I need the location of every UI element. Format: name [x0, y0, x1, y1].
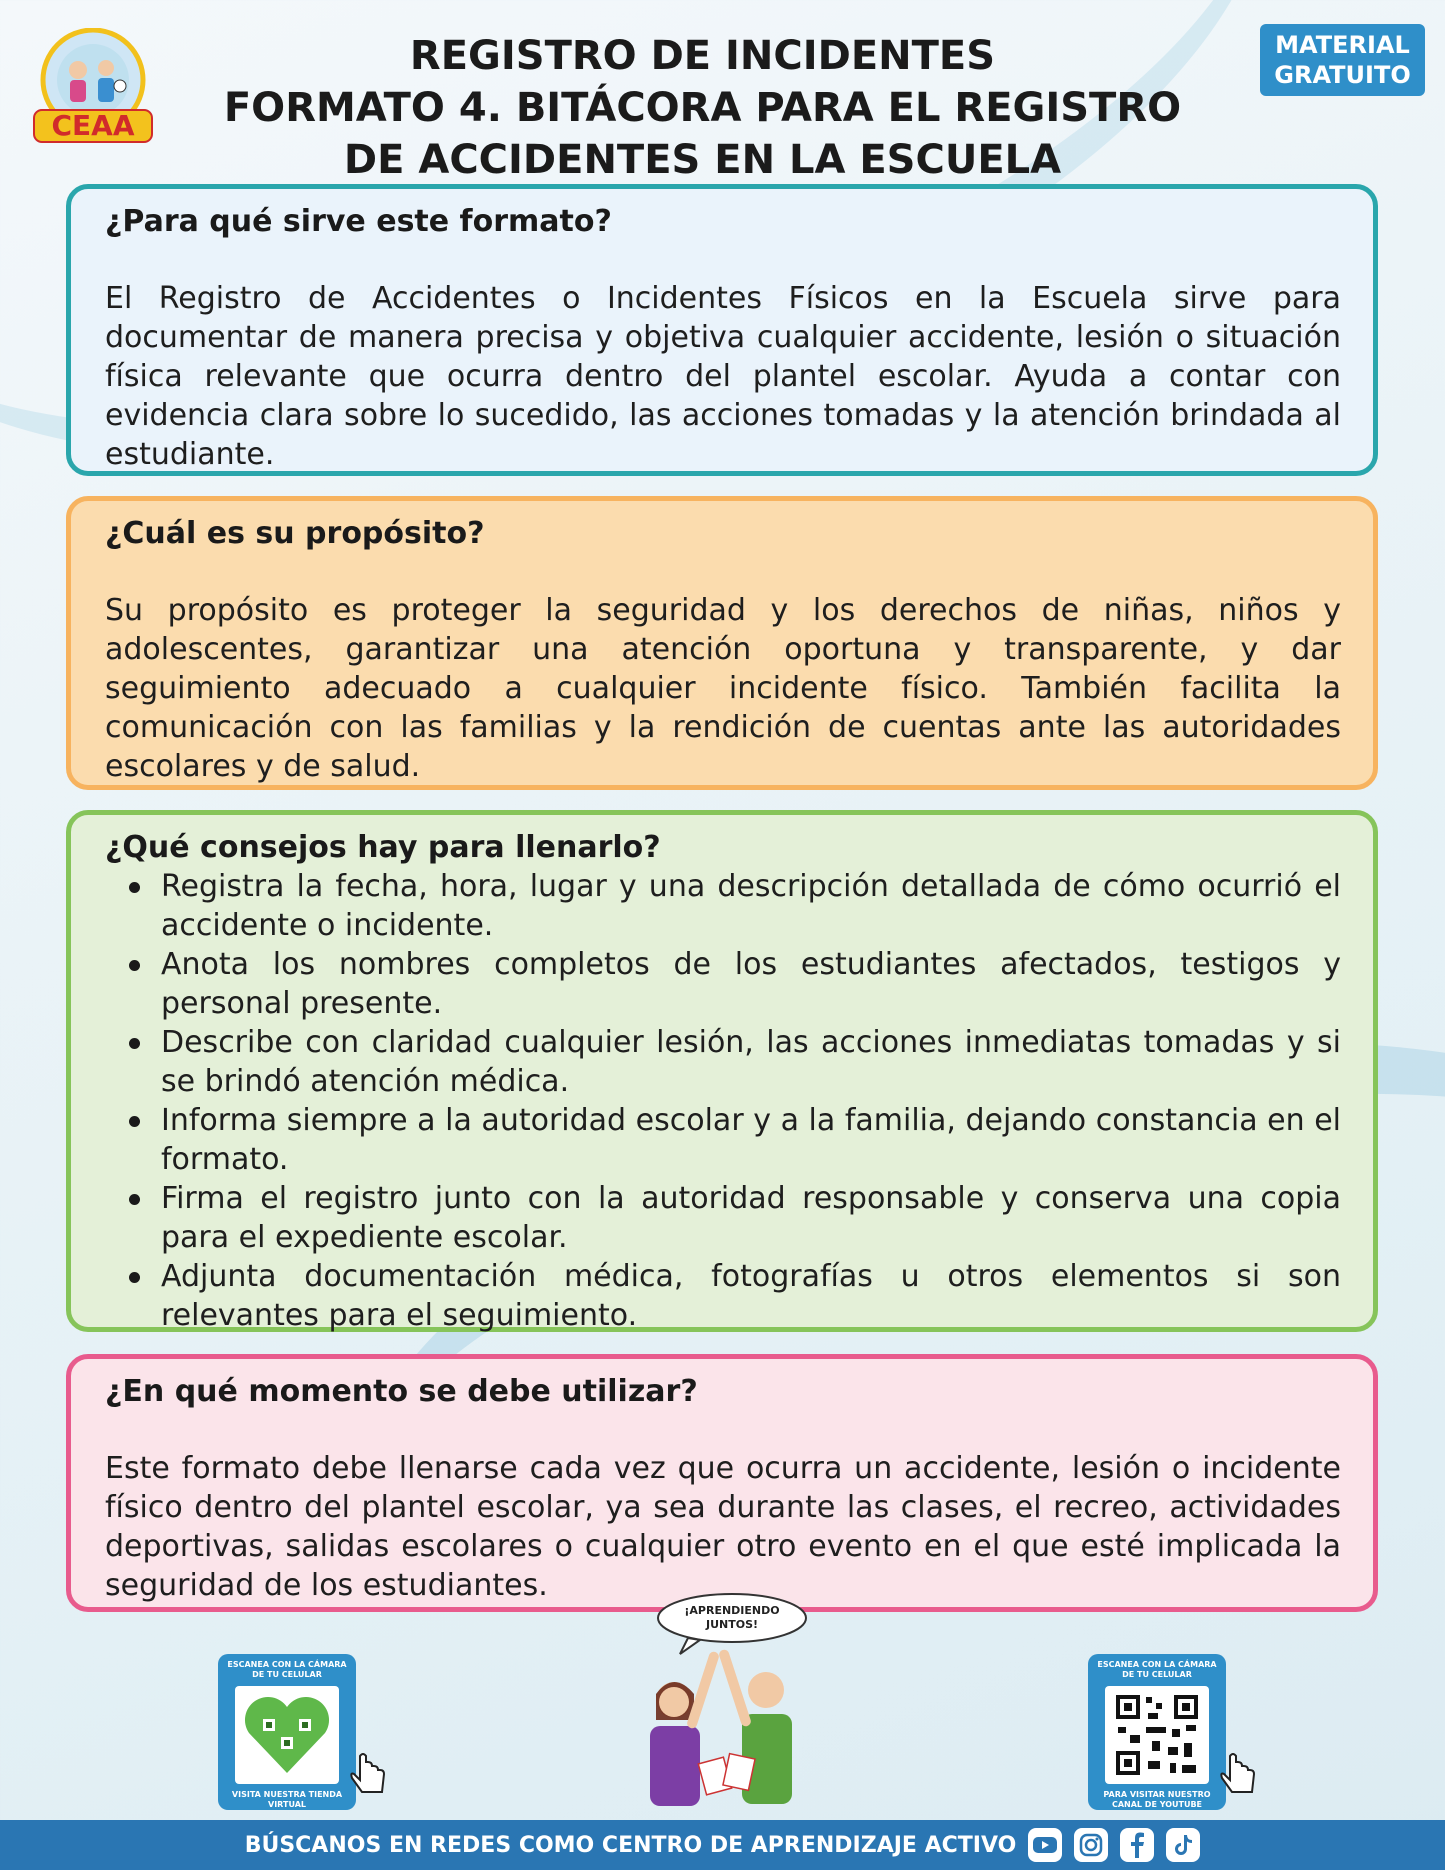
- qr-code-store[interactable]: [235, 1686, 339, 1784]
- section-when: [66, 1354, 1378, 1612]
- list-item: Firma el registro junto con la autoridad responsable y conserva una copia para el expediente escolar.: [105, 1179, 1341, 1257]
- page-title: [160, 30, 1245, 186]
- qr-youtube-card[interactable]: [1088, 1654, 1226, 1810]
- badge-line-2: GRATUITO: [1274, 61, 1411, 89]
- section-heading: ¿En qué momento se debe utilizar?: [105, 1374, 698, 1409]
- tips-list: [105, 867, 1341, 1335]
- section-body: El Registro de Accidentes o Incidentes Físicos en la Escuela sirve para documentar de manera precisa y objetiva cualquier accidente, lesión o situación física relevante que ocurra dentro del plantel escolar. Ayuda a contar con evidencia clara sobre lo sucedido, las acciones tomadas y la atención brindada al estudiante.: [105, 281, 1341, 472]
- section-purpose: [66, 496, 1378, 790]
- youtube-icon[interactable]: [1028, 1828, 1062, 1862]
- qr-code-icon: [1112, 1691, 1202, 1779]
- title-line-3: DE ACCIDENTES EN LA ESCUELA: [343, 137, 1062, 183]
- speech-bubble-text: ¡APRENDIENDO: [684, 1604, 780, 1617]
- section-heading: ¿Cuál es su propósito?: [105, 516, 485, 551]
- ceaa-logo: [28, 28, 158, 146]
- section-what-for: [66, 184, 1378, 476]
- section-body: Este formato debe llenarse cada vez que ocurra un accidente, lesión o incidente físico dentro del plantel escolar, ya sea durante las clases, el recreo, actividades deportivas, salidas escolares o cualquier otro evento en el que esté implicada la seguridad de los estudiantes.: [105, 1451, 1341, 1603]
- qr-caption-top: ESCANEA CON LA CÁMARA DE TU CELULAR: [227, 1660, 347, 1679]
- section-tips: [66, 810, 1378, 1332]
- heart-qr-icon: [241, 1693, 333, 1777]
- list-item: Registra la fecha, hora, lugar y una descripción detallada de cómo ocurrió el accidente o incidente.: [105, 867, 1341, 945]
- logo-text: CEAA: [51, 109, 135, 142]
- section-heading: ¿Qué consejos hay para llenarlo?: [105, 830, 661, 865]
- footer-text: BÚSCANOS EN REDES COMO CENTRO DE APRENDIZAJE ACTIVO: [244, 1832, 1017, 1858]
- pointer-hand-icon: [1216, 1752, 1262, 1798]
- list-item: Informa siempre a la autoridad escolar y a la familia, dejando constancia en el formato.: [105, 1101, 1341, 1179]
- pointer-hand-icon: [346, 1752, 392, 1798]
- list-item: Anota los nombres completos de los estudiantes afectados, testigos y personal presente.: [105, 945, 1341, 1023]
- qr-caption-bottom: PARA VISITAR NUESTRO CANAL DE YOUTUBE: [1103, 1790, 1211, 1809]
- svg-text:JUNTOS!: JUNTOS!: [705, 1618, 759, 1631]
- free-material-badge: [1260, 24, 1425, 96]
- qr-code-youtube[interactable]: [1105, 1686, 1209, 1784]
- section-body: Su propósito es proteger la seguridad y los derechos de niñas, niños y adolescentes, garantizar una atención oportuna y transparente, y dar seguimiento adecuado a cualquier incidente físico. También facilita la comunicación con las familias y la rendición de cuentas ante las autoridades escolares y de salud.: [105, 593, 1341, 784]
- title-line-1: REGISTRO DE INCIDENTES: [409, 33, 996, 79]
- qr-store-card[interactable]: [218, 1654, 356, 1810]
- facebook-icon[interactable]: [1120, 1828, 1154, 1862]
- list-item: Describe con claridad cualquier lesión, las acciones inmediatas tomadas y si se brindó atención médica.: [105, 1023, 1341, 1101]
- section-heading: ¿Para qué sirve este formato?: [105, 204, 612, 239]
- list-item: Adjunta documentación médica, fotografías u otros elementos si son relevantes para el seguimiento.: [105, 1257, 1341, 1335]
- badge-line-1: MATERIAL: [1275, 31, 1410, 59]
- title-line-2: FORMATO 4. BITÁCORA PARA EL REGISTRO: [223, 85, 1182, 131]
- instagram-icon[interactable]: [1074, 1828, 1108, 1862]
- qr-caption-bottom: VISITA NUESTRA TIENDA VIRTUAL: [231, 1790, 343, 1809]
- teachers-illustration: [628, 1590, 808, 1830]
- qr-caption-top: ESCANEA CON LA CÁMARA DE TU CELULAR: [1097, 1660, 1217, 1679]
- tiktok-icon[interactable]: [1166, 1828, 1200, 1862]
- footer-bar: [0, 1820, 1445, 1870]
